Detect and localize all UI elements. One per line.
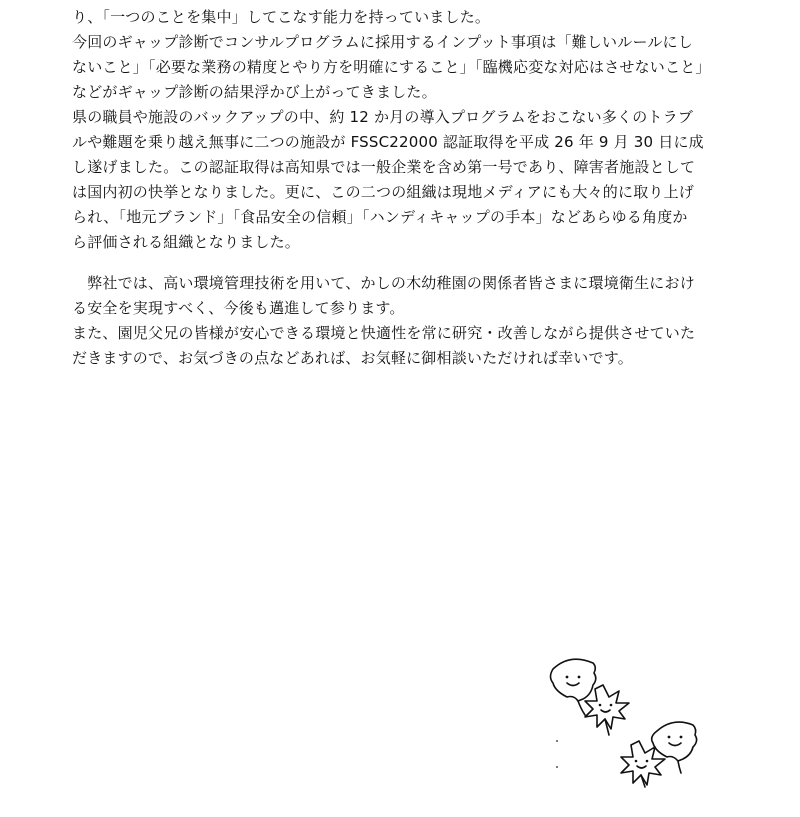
- paragraph-3-line-4: だきますので、お気づきの点などあれば、お気軽に御相談いただければ幸いです。: [72, 349, 633, 367]
- paragraph-1-line-4: などがギャップ診断の結果浮かび上がってきました。: [72, 83, 437, 101]
- paragraph-2-line-2: ルや難題を乗り越え無事に二つの施設が FSSC22000 認証取得を平成 26 年 9 月 30 日に成: [72, 133, 704, 151]
- paragraph-3-line-3: また、園児父兄の皆様が安心できる環境と快適性を常に研究・改善しながら提供させていた: [72, 324, 696, 342]
- ginkgo-and-maple-leaves-with-smiling-faces-icon: [545, 655, 715, 790]
- paragraph-2-line-5: られ、「地元ブランド」「食品安全の信頼」「ハンディキャップの手本」などあらゆる角度か: [72, 208, 688, 226]
- scan-speck: [556, 766, 558, 768]
- paragraph-1-line-1: り、「一つのことを集中」してこなす能力を持っていました。: [72, 8, 491, 26]
- paragraph-1-line-3: ないこと」「必要な業務の精度とやり方を明確にすること」「臨機応変な対応はさせないこと」: [72, 58, 711, 76]
- paragraph-3-line-1: 弊社では、高い環境管理技術を用いて、かしの木幼稚園の関係者皆さまに環境衛生におけ: [72, 274, 695, 292]
- paragraph-3-line-2: る安全を実現すべく、今後も邁進して参ります。: [72, 299, 405, 317]
- paragraph-2-line-4: は国内初の快挙となりました。更に、この二つの組織は現地メディアにも大々的に取り上げ: [72, 183, 695, 201]
- paragraph-2-line-6: ら評価される組織となりました。: [72, 233, 301, 251]
- paragraph-1-line-2: 今回のギャップ診断でコンサルプログラムに採用するインプット事項は「難しいルールにし: [72, 33, 693, 51]
- paragraph-2-line-1: 県の職員や施設のバックアップの中、約 12 か月の導入プログラムをおこない多くのトラブ: [72, 108, 694, 126]
- paragraph-2-line-3: し遂げました。この認証取得は高知県では一般企業を含め第一号であり、障害者施設として: [72, 158, 696, 176]
- leaves-illustration: [545, 655, 715, 790]
- scan-speck: [556, 740, 558, 742]
